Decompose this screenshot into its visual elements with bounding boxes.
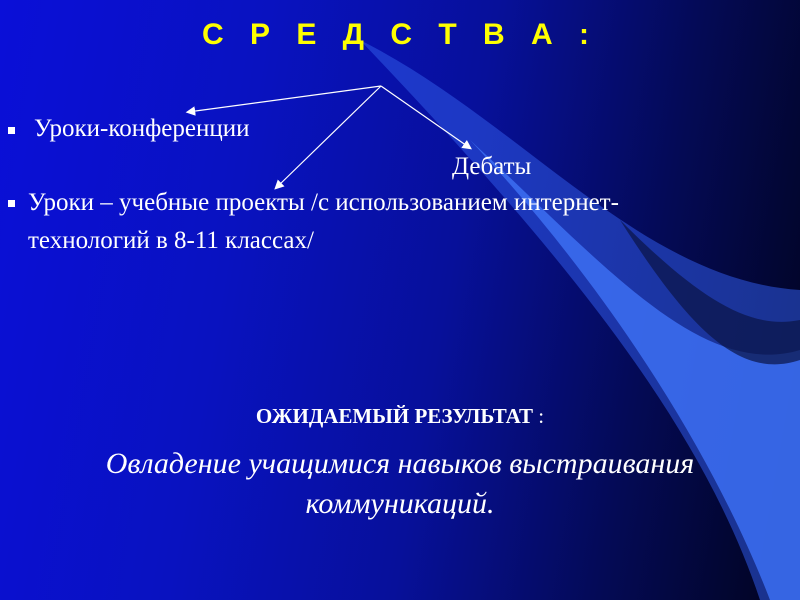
bullet-projects <box>8 200 15 207</box>
result-line-1: Овладение учащимися навыков выстраивания <box>105 447 695 480</box>
item-debates: Дебаты <box>452 153 532 180</box>
arrow-to-projects <box>276 86 381 188</box>
slide-title: С Р Е Д С Т В А : <box>201 18 599 51</box>
item-projects-line2: технологий в 8-11 классах/ <box>28 227 314 254</box>
item-projects-line1: Уроки – учебные проекты /с использованием интернет- <box>28 189 619 216</box>
result-line-2: коммуникаций. <box>305 487 495 520</box>
result-text <box>0 444 800 524</box>
result-heading-text: ОЖИДАЕМЫЙ РЕЗУЛЬТАТ <box>255 404 533 428</box>
result-heading-suffix: : <box>533 404 545 428</box>
bullet-conferences <box>8 127 15 134</box>
result-heading <box>0 404 800 429</box>
arrow-to-conferences <box>188 86 381 112</box>
item-conferences: Уроки-конференции <box>34 115 250 142</box>
